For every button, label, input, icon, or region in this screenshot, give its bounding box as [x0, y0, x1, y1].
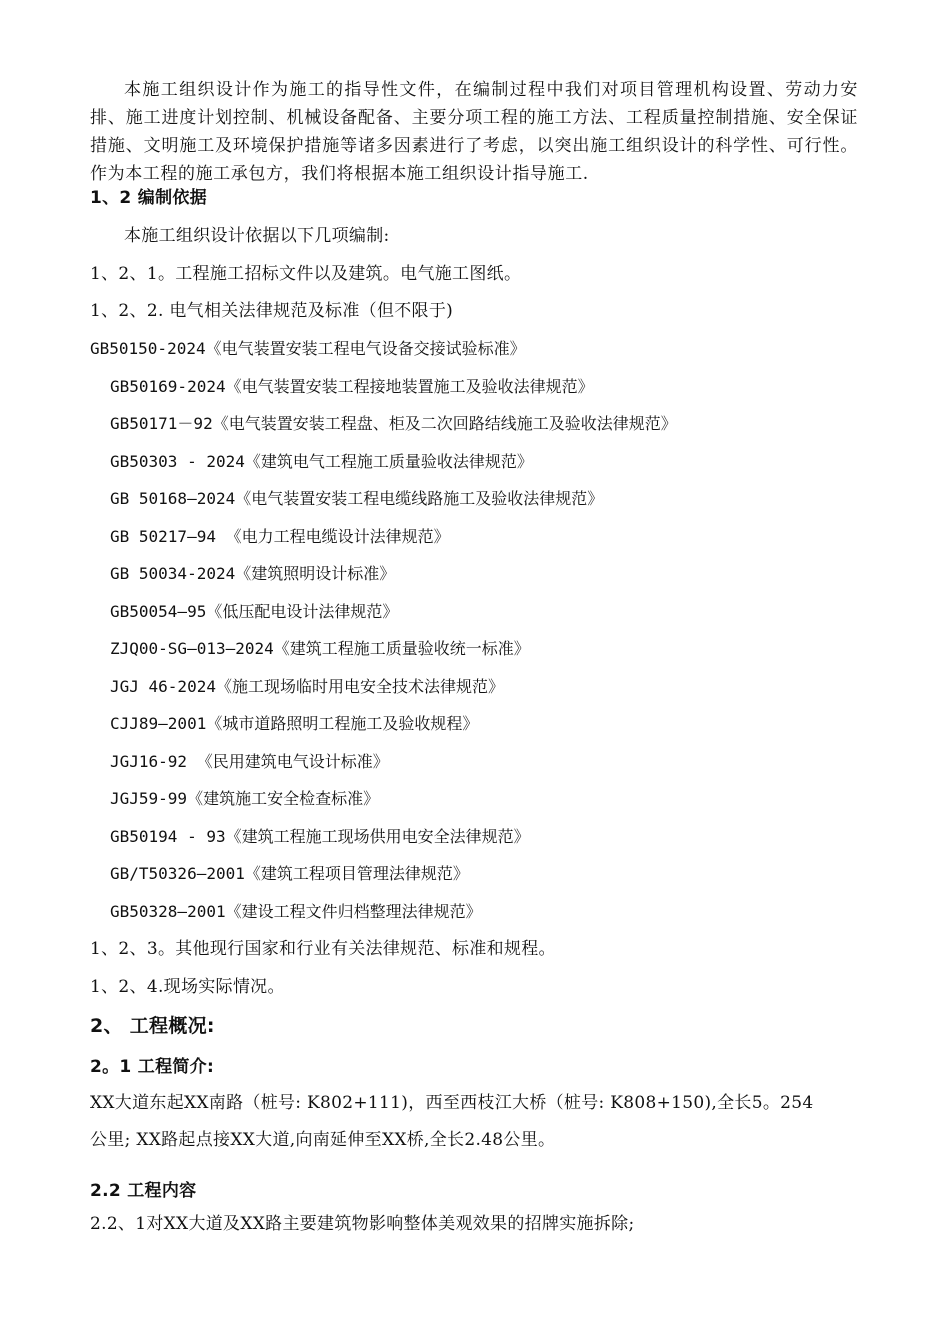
section-1-2-intro: 本施工组织设计依据以下几项编制:	[124, 226, 390, 246]
section-2-heading: 2、 工程概况:	[90, 1015, 215, 1037]
item-1-2-1: 1、2、1。工程施工招标文件以及建筑。电气施工图纸。	[90, 264, 522, 284]
standard-item: GB50328—2001《建设工程文件归档整理法律规范》	[110, 902, 482, 921]
standard-item: GB50171－92《电气装置安装工程盘、柜及二次回路结线施工及验收法律规范》	[110, 414, 677, 433]
standard-item: JGJ 46-2024《施工现场临时用电安全技术法律规范》	[110, 677, 504, 696]
section-1-2-heading: 1、2 编制依据	[90, 188, 207, 208]
standard-item: GB50303 - 2024《建筑电气工程施工质量验收法律规范》	[110, 452, 533, 471]
section-2-2-item-1: 2.2、1对XX大道及XX路主要建筑物影响整体美观效果的招牌实施拆除;	[90, 1214, 635, 1234]
section-2-2-heading: 2.2 工程内容	[90, 1181, 197, 1201]
standard-item: JGJ16-92 《民用建筑电气设计标准》	[110, 752, 389, 771]
standard-item: JGJ59-99《建筑施工安全检查标准》	[110, 789, 380, 808]
section-2-1-text-line-2: 公里; XX路起点接XX大道,向南延伸至XX桥,全长2.48公里。	[90, 1130, 556, 1150]
section-2-1-text-line-1: XX大道东起XX南路（桩号: K802+111)，西至西枝江大桥（桩号: K808+150),全长5。254	[90, 1093, 814, 1113]
standard-item: GB50194 - 93《建筑工程施工现场供用电安全法律规范》	[110, 827, 530, 846]
standard-item: GB50054—95《低压配电设计法律规范》	[110, 602, 399, 621]
item-1-2-4: 1、2、4.现场实际情况。	[90, 977, 285, 997]
standard-item: CJJ89—2001《城市道路照明工程施工及验收规程》	[110, 714, 479, 733]
standard-item: GB 50034-2024《建筑照明设计标准》	[110, 564, 396, 583]
standard-item: GB 50217—94 《电力工程电缆设计法律规范》	[110, 527, 450, 546]
standard-item: GB/T50326—2001《建筑工程项目管理法律规范》	[110, 864, 469, 883]
item-1-2-2: 1、2、2. 电气相关法律规范及标准（但不限于)	[90, 301, 454, 321]
standard-item: GB50150-2024《电气装置安装工程电气设备交接试验标准》	[90, 339, 526, 358]
item-1-2-3: 1、2、3。其他现行国家和行业有关法律规范、标准和规程。	[90, 939, 556, 959]
standard-item: GB50169-2024《电气装置安装工程接地装置施工及验收法律规范》	[110, 377, 594, 396]
intro-paragraph: 本施工组织设计作为施工的指导性文件，在编制过程中我们对项目管理机构设置、劳动力安排、施工进度计划控制、机械设备配备、主要分项工程的施工方法、工程质量控制措施、安全保证措施、文明施工及环境保护措施等诸多因素进行了考虑，以突出施工组织设计的科学性、可行性。作为本工程的施工承包方，我们将根据本施工组织设计指导施工.	[90, 80, 858, 184]
standard-item: ZJQ00-SG—013—2024《建筑工程施工质量验收统一标准》	[110, 639, 530, 658]
standard-item: GB 50168—2024《电气装置安装工程电缆线路施工及验收法律规范》	[110, 489, 604, 508]
section-2-1-heading: 2。1 工程简介:	[90, 1057, 215, 1077]
